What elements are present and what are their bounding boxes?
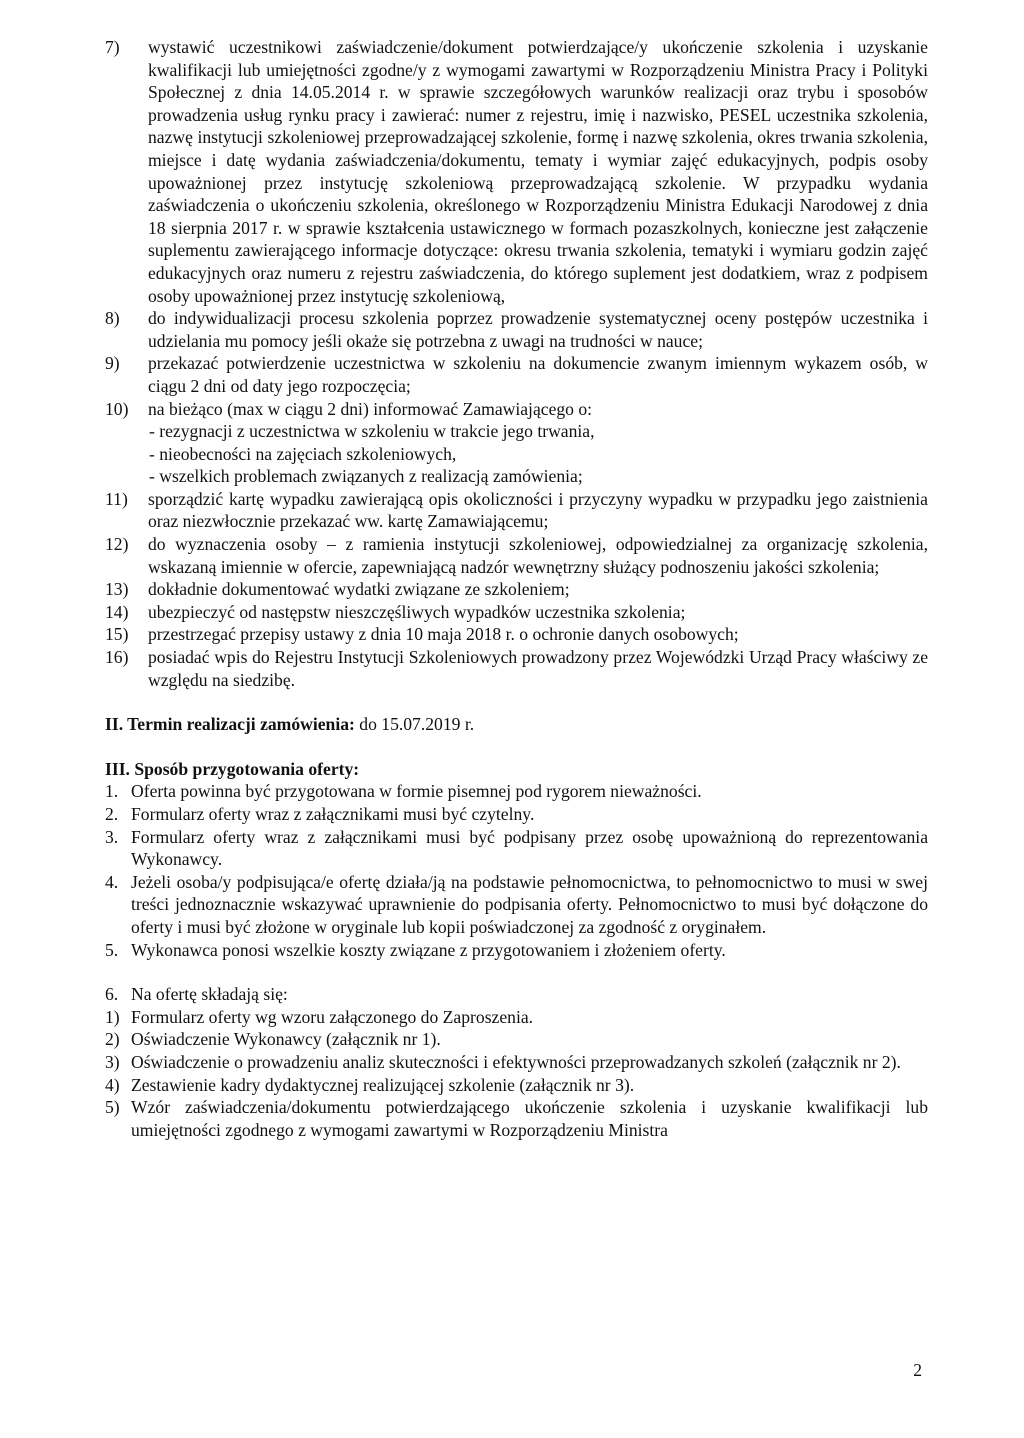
spacer	[105, 961, 928, 983]
list-item	[105, 533, 928, 578]
item-text: ubezpieczyć od następstw nieszczęśliwych wypadków uczestnika szkolenia;	[148, 601, 686, 622]
item-text: dokładnie dokumentować wydatki związane ze szkoleniem;	[148, 579, 570, 600]
page-number: 2	[913, 1360, 922, 1381]
item-text: sporządzić kartę wypadku zawierającą opis okoliczności i przyczyny wypadku w przypadku jego zaistnienia oraz niezwłocznie przekazać ww. kartę Zamawiającemu;	[148, 488, 928, 532]
item-number: 5.	[105, 939, 119, 960]
list-item	[105, 1006, 928, 1029]
item-text: Oświadczenie o prowadzeniu analiz skuteczności i efektywności przeprowadzanych szkoleń (załącznik nr 2).	[131, 1051, 901, 1072]
item-number: 3.	[105, 826, 119, 847]
item-number: 8)	[105, 308, 120, 329]
item-number: 4.	[105, 871, 119, 892]
spacer	[105, 736, 928, 758]
list-item	[105, 826, 928, 871]
section-2-line	[105, 713, 928, 736]
item-text: na bieżąco (max w ciągu 2 dni) informować Zamawiającego o:	[148, 398, 593, 419]
list-item	[105, 1074, 928, 1097]
item-number: 9)	[105, 353, 120, 374]
item-text: do wyznaczenia osoby – z ramienia instytucji szkoleniowej, odpowiedzialnej za organizację szkolenia, wskazaną imiennie w ofercie, zapewniającą nadzór wewnętrzny służący podnoszeniu jakości szkolenia;	[148, 534, 928, 577]
item-text: Formularz oferty wraz z załącznikami musi być czytelny.	[131, 804, 535, 824]
list-item	[105, 939, 928, 962]
item-text: Oferta powinna być przygotowana w formie pisemnej pod rygorem nieważności.	[131, 781, 702, 802]
item-number: 16)	[105, 647, 129, 668]
item-number: 13)	[105, 579, 129, 600]
dash-list-item: - nieobecności na zajęciach szkoleniowych,	[149, 443, 457, 464]
item-text: do indywidualizacji procesu szkolenia poprzez prowadzenie systematycznej oceny postępów uczestnika i udzielania mu pomocy jeśli okaże się potrzebna z uwagi na trudności w nauce;	[148, 308, 928, 351]
item-text: przekazać potwierdzenie uczestnictwa w szkoleniu na dokumencie zwanym imiennym wykazem osób, w ciągu 2 dni od daty jego rozpoczęcia;	[148, 353, 928, 396]
list-item	[105, 623, 928, 646]
item-number: 15)	[105, 624, 129, 645]
list-item	[105, 803, 928, 826]
spacer	[105, 691, 928, 713]
item-text: przestrzegać przepisy ustawy z dnia 10 maja 2018 r. o ochronie danych osobowych;	[148, 624, 739, 645]
item-text: Zestawienie kadry dydaktycznej realizującej szkolenie (załącznik nr 3).	[131, 1074, 635, 1095]
list-item	[105, 871, 928, 939]
item-text: Oświadczenie Wykonawcy (załącznik nr 1).	[131, 1029, 441, 1050]
list-item	[105, 1028, 928, 1051]
list-item	[105, 398, 928, 421]
item-number: 2)	[105, 1029, 120, 1050]
item-number: 2.	[105, 804, 119, 824]
item-number: 6.	[105, 984, 119, 1005]
list-item	[105, 601, 928, 624]
item-text: wystawić uczestnikowi zaświadczenie/dokument potwierdzające/y ukończenie szkolenia i uzyskanie kwalifikacji lub umiejętności zgodne/y z wymogami zawartymi w Rozporządzeniu Ministra Pracy i Polityki Społecznej z dnia 14.05.2014 r. w sprawie szczegółowych warunków realizacji oraz trybu i sposobów prowadzenia usług rynku pracy i zawierać: numer z rejestru, imię i nazwisko, PESEL uczestnika szkolenia, nazwę instytucji szkoleniowej przeprowadzającej szkolenie, formę i nazwę szkolenia, okres trwania szkolenia, miejsce i datę wydania zaświadczenia/dokumentu, tematy i wymiar zajęć edukacyjnych, podpis osoby upoważnionej przez instytucję szkoleniową przeprowadzającą szkolenie. W przypadku wydania zaświadczenia o ukończeniu szkolenia, określonego w Rozporządzeniu Ministra Edukacji Narodowej z dnia 18 sierpnia 2017 r. w sprawie kształcenia ustawicznego w formach pozaszkolnych, konieczne jest załączenie suplementu zawierającego informacje dotyczące: okresu trwania szkolenia, tematyki i wymiaru godzin zajęć edukacyjnych oraz numeru z rejestru zaświadczenia, do którego suplement jest dodatkiem, wraz z podpisem osoby upoważnionej przez instytucję szkoleniową,	[148, 37, 928, 306]
dash-list-item: - rezygnacji z uczestnictwa w szkoleniu w trakcie jego trwania,	[149, 421, 595, 442]
item-number: 12)	[105, 534, 129, 555]
section-2-heading: II. Termin realizacji zamówienia:	[105, 714, 355, 735]
list-item	[105, 646, 928, 691]
item-text: Wykonawca ponosi wszelkie koszty związane z przygotowaniem i złożeniem oferty.	[131, 939, 726, 960]
item-number: 10)	[105, 398, 129, 419]
item-number: 14)	[105, 601, 129, 622]
section-2-value: do 15.07.2019 r.	[354, 714, 475, 735]
list-item	[105, 1096, 928, 1141]
list-item	[105, 307, 928, 352]
item-text: Wzór zaświadczenia/dokumentu potwierdzającego ukończenie szkolenia i uzyskanie kwalifikacji lub umiejętności zgodnego z wymogami zawartymi w Rozporządzeniu Ministra	[131, 1097, 928, 1140]
item-number: 3)	[105, 1051, 120, 1072]
list-item	[105, 488, 928, 533]
list-item	[105, 36, 928, 307]
list-item	[105, 780, 928, 803]
section-3-heading: III. Sposób przygotowania oferty:	[105, 758, 360, 779]
item-text: Formularz oferty wraz z załącznikami musi być podpisany przez osobę upoważnioną do reprezentowania Wykonawcy.	[131, 826, 928, 870]
list-item	[105, 578, 928, 601]
list-item	[105, 1051, 928, 1074]
item-number: 7)	[105, 37, 120, 57]
item-text: Formularz oferty wg wzoru załączonego do Zaproszenia.	[131, 1006, 534, 1027]
item-text: Na ofertę składają się:	[131, 984, 288, 1005]
item-number: 11)	[105, 488, 128, 509]
item-number: 1)	[105, 1006, 120, 1027]
item-number: 5)	[105, 1097, 120, 1118]
list-item	[105, 983, 928, 1006]
dash-list-item: - wszelkich problemach związanych z realizacją zamówienia;	[149, 466, 583, 487]
item-number: 4)	[105, 1074, 120, 1095]
item-text: Jeżeli osoba/y podpisująca/e ofertę działa/ją na podstawie pełnomocnictwa, to pełnomocnictwo to musi w swej treści jednoznacznie wskazywać uprawnienie do podpisania oferty. Pełnomocnictwo to musi być dołączone do oferty i musi być złożone w oryginale lub kopii poświadczonej za zgodność z oryginałem.	[131, 871, 928, 937]
item-number: 1.	[105, 781, 119, 802]
item-text: posiadać wpis do Rejestru Instytucji Szkoleniowych prowadzony przez Wojewódzki Urząd Pracy właściwy ze względu na siedzibę.	[148, 647, 928, 690]
list-item	[105, 352, 928, 397]
